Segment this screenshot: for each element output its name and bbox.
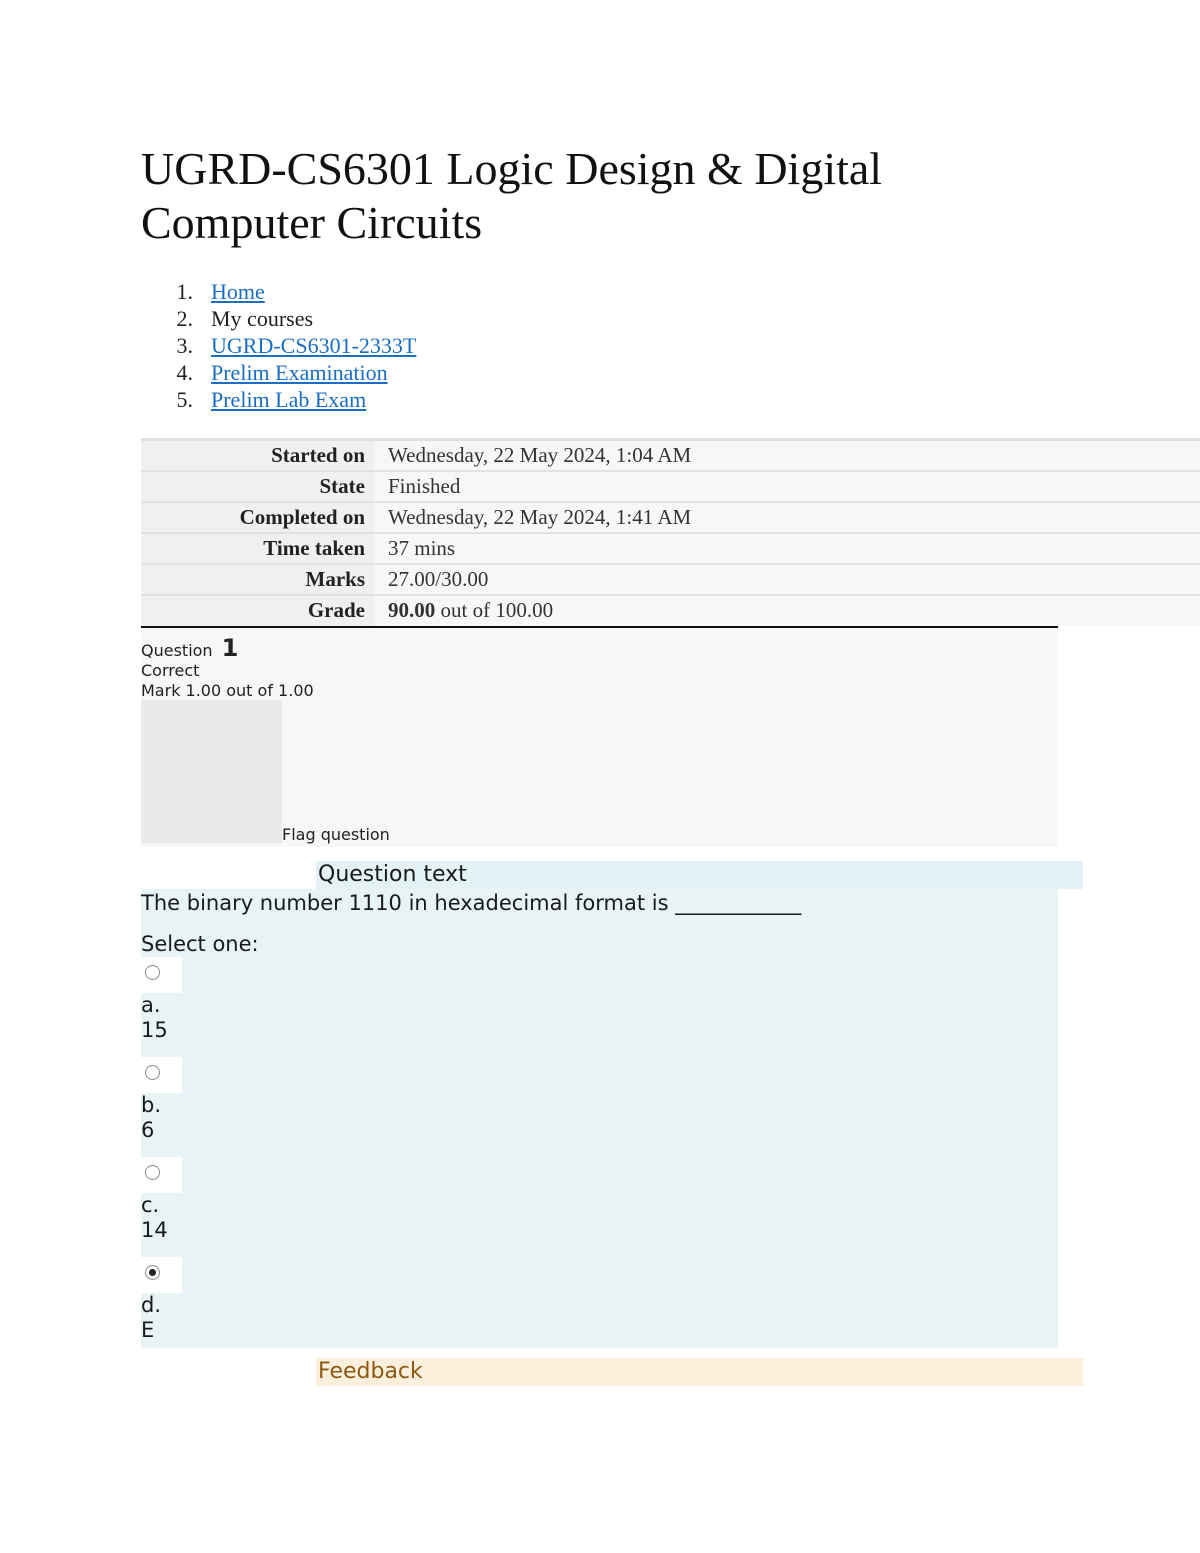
- breadcrumb-number: 1.: [176, 279, 193, 304]
- summary-row-completed: [141, 502, 1200, 533]
- grade-out-of: out of 100.00: [435, 598, 554, 622]
- breadcrumb-number: 5.: [176, 387, 193, 412]
- breadcrumb-link-prelim-examination[interactable]: Prelim Examination: [211, 360, 388, 385]
- radio-checked-icon[interactable]: [145, 1265, 160, 1280]
- page-title: UGRD-CS6301 Logic Design & Digital Computer Circuits: [141, 143, 883, 248]
- summary-label: Completed on: [141, 502, 375, 533]
- summary-value: Wednesday, 22 May 2024, 1:04 AM: [375, 440, 1200, 471]
- radio-unchecked-icon[interactable]: [145, 965, 160, 980]
- radio-box[interactable]: [141, 1057, 182, 1093]
- summary-row-state: [141, 471, 1200, 502]
- breadcrumb-link-prelim-lab-exam[interactable]: Prelim Lab Exam: [211, 387, 367, 412]
- summary-value: [375, 595, 1200, 626]
- breadcrumb-item-prelim-examination: [141, 359, 416, 386]
- feedback-heading: Feedback: [316, 1358, 1083, 1386]
- select-one-prompt: Select one:: [141, 932, 259, 956]
- breadcrumb-item-prelim-lab-exam: [141, 386, 416, 413]
- radio-unchecked-icon[interactable]: [145, 1065, 160, 1080]
- summary-row-started: [141, 440, 1200, 471]
- radio-box[interactable]: [141, 957, 182, 993]
- option-letter: b.: [141, 1093, 162, 1117]
- radio-box[interactable]: [141, 1257, 182, 1293]
- option-letter: a.: [141, 993, 161, 1017]
- summary-row-grade: [141, 595, 1200, 626]
- summary-label: Started on: [141, 440, 375, 471]
- summary-label: Marks: [141, 564, 375, 595]
- question-state: Correct: [141, 661, 200, 680]
- breadcrumb-item-home: [141, 278, 416, 305]
- summary-label: State: [141, 471, 375, 502]
- question-info-panel: [141, 628, 1058, 847]
- summary-row-time: [141, 533, 1200, 564]
- question-text: The binary number 1110 in hexadecimal format is ____________: [141, 891, 802, 915]
- option-letter: d.: [141, 1293, 162, 1317]
- breadcrumb-item-my-courses: [141, 305, 416, 332]
- summary-value: 37 mins: [375, 533, 1200, 564]
- breadcrumb-text-my-courses: My courses: [211, 306, 314, 331]
- summary-label: Time taken: [141, 533, 375, 564]
- radio-box[interactable]: [141, 1157, 182, 1193]
- option-answer: 15: [141, 1018, 168, 1042]
- breadcrumb-item-course: [141, 332, 416, 359]
- grade-score: 90.00: [388, 598, 436, 622]
- option-answer: E: [141, 1318, 155, 1342]
- summary-value: 27.00/30.00: [375, 564, 1200, 595]
- breadcrumb: [141, 278, 416, 413]
- option-answer: 6: [141, 1118, 155, 1142]
- question-formulation: [141, 889, 1058, 1348]
- summary-value: Finished: [375, 471, 1200, 502]
- question-number-line: [141, 634, 238, 662]
- question-label: Question: [141, 641, 213, 660]
- breadcrumb-link-course[interactable]: UGRD-CS6301-2333T: [211, 333, 417, 358]
- breadcrumb-number: 3.: [176, 333, 193, 358]
- flag-icon[interactable]: [141, 700, 282, 843]
- question-text-heading: Question text: [316, 861, 1083, 889]
- question-grade: Mark 1.00 out of 1.00: [141, 681, 314, 700]
- summary-value: Wednesday, 22 May 2024, 1:41 AM: [375, 502, 1200, 533]
- breadcrumb-link-home[interactable]: Home: [211, 279, 265, 304]
- summary-label: Grade: [141, 595, 375, 626]
- summary-row-marks: [141, 564, 1200, 595]
- attempt-summary-table: [141, 438, 1200, 626]
- option-answer: 14: [141, 1218, 168, 1242]
- question-number: 1: [221, 634, 239, 662]
- breadcrumb-number: 2.: [176, 306, 193, 331]
- radio-unchecked-icon[interactable]: [145, 1165, 160, 1180]
- breadcrumb-number: 4.: [176, 360, 193, 385]
- flag-question-link[interactable]: Flag question: [282, 825, 390, 844]
- option-letter: c.: [141, 1193, 160, 1217]
